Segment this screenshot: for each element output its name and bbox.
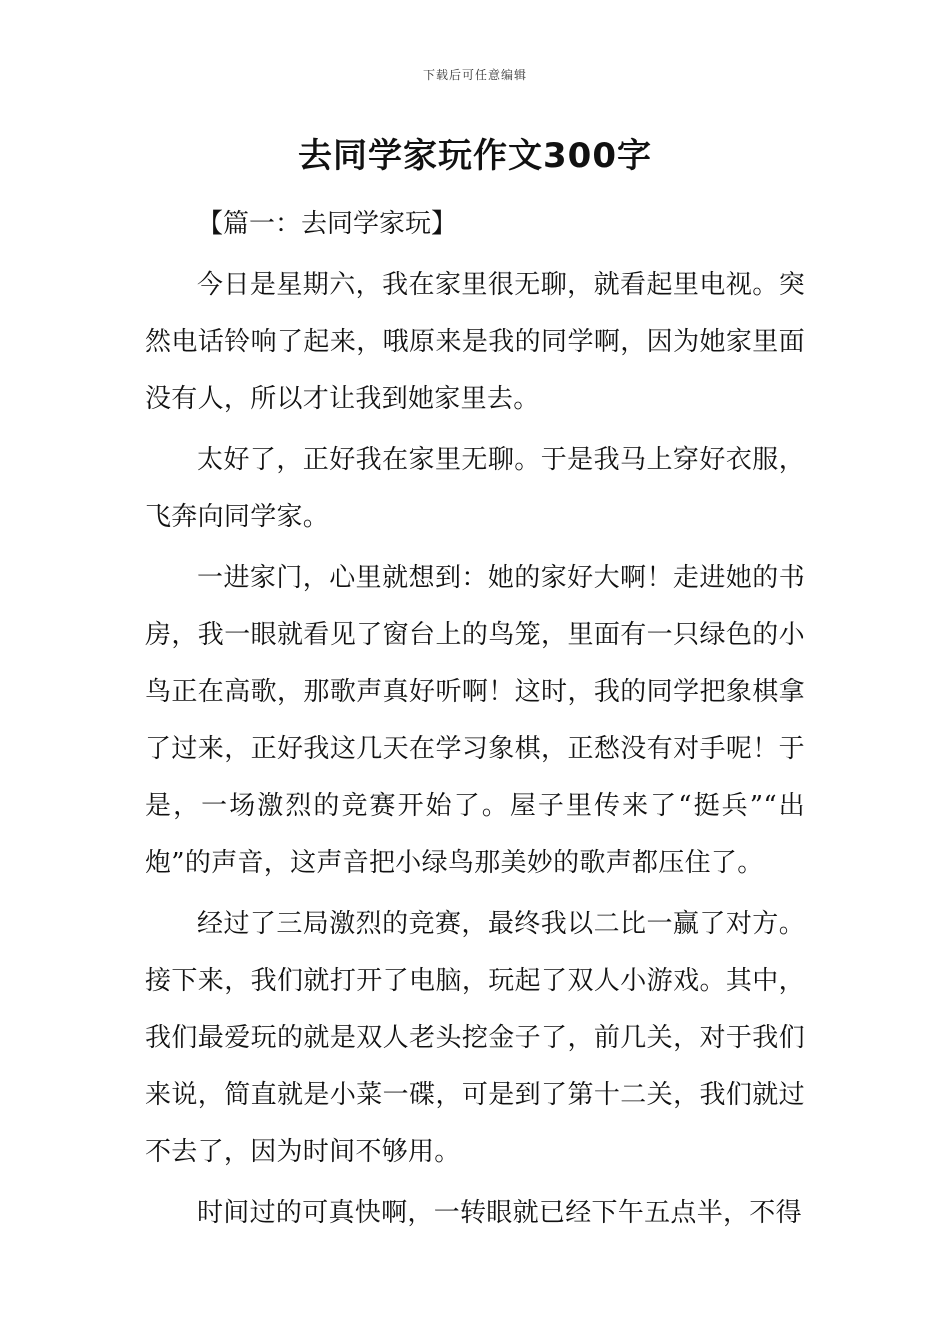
paragraph-1: 今日是星期六，我在家里很无聊，就看起里电视。突然电话铃响了起来，哦原来是我的同学啊，因为她家里面没有人，所以才让我到她家里去。 bbox=[145, 270, 805, 414]
page-title: 去同学家玩作文300字 bbox=[298, 136, 652, 176]
document-body bbox=[145, 196, 805, 1246]
paragraph-5: 时间过的可真快啊，一转眼就已经下午五点半，不得 bbox=[197, 1198, 802, 1228]
paragraph-2: 太好了，正好我在家里无聊。于是我马上穿好衣服，飞奔向同学家。 bbox=[145, 445, 805, 532]
paragraph-4: 经过了三局激烈的竞赛，最终我以二比一赢了对方。接下来，我们就打开了电脑，玩起了双人小游戏。其中，我们最爱玩的就是双人老头挖金子了，前几关，对于我们来说，简直就是小菜一碟，可是到了第十二关，我们就过不去了，因为时间不够用。 bbox=[145, 909, 805, 1167]
paragraph-3: 一进家门，心里就想到：她的家好大啊！走进她的书房，我一眼就看见了窗台上的鸟笼，里面有一只绿色的小鸟正在高歌，那歌声真好听啊！这时，我的同学把象棋拿了过来，正好我这几天在学习象棋，正愁没有对手呢！于是，一场激烈的竞赛开始了。屋子里传来了“挺兵”“出炮”的声音，这声音把小绿鸟那美妙的歌声都压住了。 bbox=[145, 563, 805, 878]
section-heading: 【篇一：去同学家玩】 bbox=[197, 209, 458, 239]
header-note: 下载后可任意编辑 bbox=[422, 68, 527, 82]
